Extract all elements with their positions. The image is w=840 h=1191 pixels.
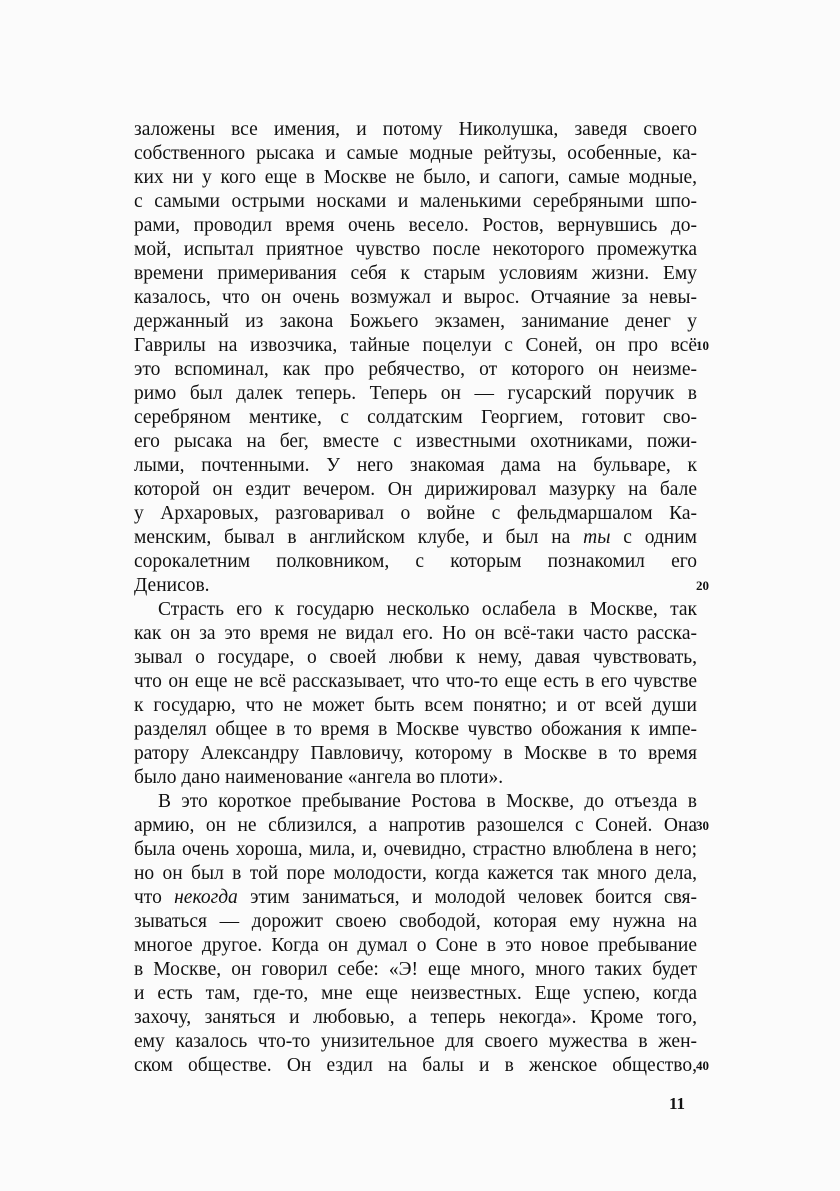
text-line: его рысака на бег, вместе с известными охотниками, пожи-: [134, 431, 697, 452]
text-line: ском обществе. Он ездил на балы и в женское общество,: [134, 1055, 697, 1076]
line-number-marker: 20: [696, 578, 709, 593]
text-line: в Москве, он говорил себе: «Э! еще много, много таких будет: [134, 959, 697, 980]
text-segment: что: [134, 887, 162, 908]
line-number-marker: 40: [696, 1058, 709, 1073]
text-line: ему казалось что-то унизительное для своего мужества в жен-: [134, 1031, 697, 1052]
text-line: что он еще не всё рассказывает, что что-то еще есть в его чувстве: [134, 671, 697, 692]
text-line: римо был далек теперь. Теперь он — гусарский поручик в: [134, 383, 697, 404]
text-line: армию, он не сблизился, а напротив разошелся с Соней. Она: [134, 815, 697, 836]
text-line: [134, 886, 697, 910]
text-line: Денисов.: [134, 575, 210, 596]
text-line: лыми, почтенными. У него знакомая дама на бульваре, к: [134, 455, 697, 476]
text-line: [134, 526, 697, 550]
text-line: разделял общее в то время в Москве чувство обожания к импе-: [134, 719, 697, 740]
text-line: казалось, что он очень возмужал и вырос. Отчаяние за невы-: [134, 287, 697, 308]
page-number: 11: [669, 1094, 686, 1113]
text-line: но он был в той поре молодости, когда кажется так много дела,: [134, 863, 697, 884]
text-line: В это короткое пребывание Ростова в Москве, до отъезда в: [158, 791, 697, 812]
line-number-marker: 10: [696, 338, 709, 353]
text-line: многое другое. Когда он думал о Соне в это новое пребывание: [134, 935, 697, 956]
italic-word: некогда: [174, 887, 238, 908]
text-line: Гаврилы на извозчика, тайные поцелуи с Соней, он про всё: [134, 335, 697, 356]
text-line: как он за это время не видал его. Но он всё-таки часто расска-: [134, 623, 697, 644]
text-line: к государю, что не может быть всем понятно; и от всей души: [134, 695, 697, 716]
line-number-marker: 30: [696, 818, 709, 833]
text-line: держанный из закона Божьего экзамен, занимание денег у: [134, 311, 697, 332]
text-line: у Архаровых, разговаривал о войне с фельдмаршалом Ка-: [134, 503, 697, 524]
text-line: было дано наименование «ангела во плоти».: [134, 767, 504, 788]
text-line: и есть там, где-то, мне еще неизвестных. Еще успею, когда: [134, 983, 697, 1004]
text-line: зывал о государе, о своей любви к нему, давая чувствовать,: [134, 647, 697, 668]
text-segment: менским, бывал в английском клубе, и был на: [134, 527, 571, 548]
text-line: сорокалетним полковником, с которым познакомил его: [134, 551, 697, 572]
text-line: зываться — дорожит своею свободой, которая ему нужна на: [134, 911, 697, 932]
text-line: собственного рысака и самые модные рейтузы, особенные, ка-: [134, 143, 697, 164]
text-line: времени примеривания себя к старым условиям жизни. Ему: [134, 263, 697, 284]
text-line: Страсть его к государю несколько ослабела в Москве, так: [158, 599, 697, 620]
italic-word: ты: [583, 527, 611, 548]
text-line: захочу, заняться и любовью, а теперь некогда». Кроме того,: [134, 1007, 697, 1028]
text-line: которой он ездит вечером. Он дирижировал мазурку на бале: [134, 479, 697, 500]
text-line: с самыми острыми носками и маленькими серебряными шпо-: [134, 191, 697, 212]
text-line: рами, проводил время очень весело. Ростов, вернувшись до-: [134, 215, 697, 236]
text-line: была очень хороша, мила, и, очевидно, страстно влюблена в него;: [134, 839, 697, 860]
text-line: серебряном ментике, с солдатским Георгием, готовит сво-: [134, 407, 697, 428]
text-segment: этим заниматься, и молодой человек боится свя-: [250, 887, 698, 908]
text-line: ких ни у кого еще в Москве не было, и сапоги, самые модные,: [134, 167, 697, 188]
text-line: заложены все имения, и потому Николушка, заведя своего: [134, 119, 697, 140]
text-line: ратору Александру Павловичу, которому в Москве в то время: [134, 743, 697, 764]
text-segment: с одним: [623, 527, 698, 548]
text-line: это вспоминал, как про ребячество, от которого он неизме-: [134, 359, 697, 380]
text-line: мой, испытал приятное чувство после некоторого промежутка: [134, 239, 697, 260]
